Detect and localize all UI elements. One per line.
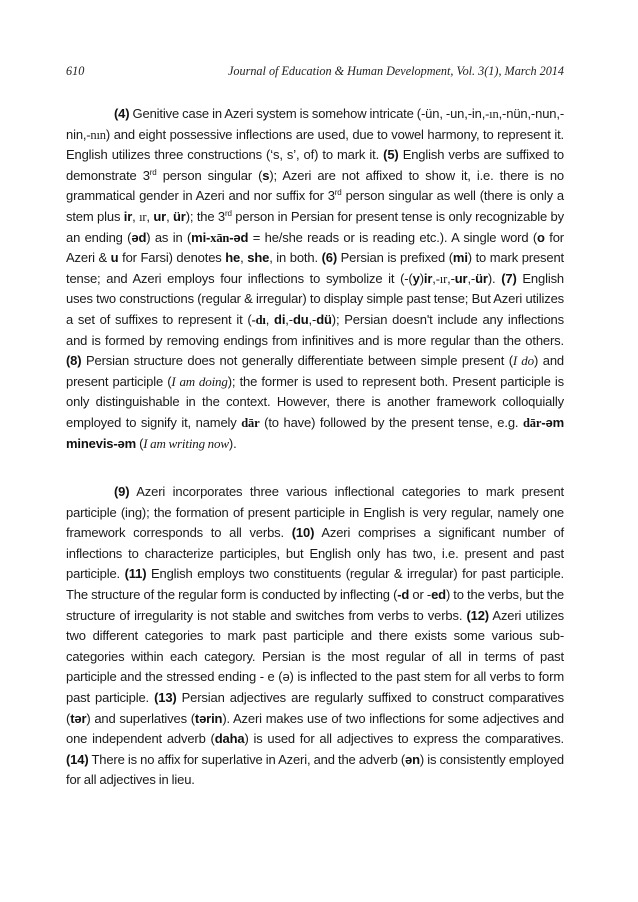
text-segment: ,- [447,270,455,286]
text-segment: ır [139,209,147,224]
text-segment: There is no affix for superlative in Azeri, and the adverb ( [88,751,406,767]
text-segment: o [537,229,545,245]
text-segment: (13) [154,689,177,705]
body-paragraph-1 [66,104,564,454]
text-segment: ur [454,270,468,286]
text-segment: Azeri utilizes two different categories to mark past participle and there exists some various sub-categories within each category. Persian is the most regular of all in terms of past participle and the stressed ending - e (ə) is inflected to the past stem for all verbs to form past participle. [66,607,564,705]
text-segment: Azeri incorporates three various inflectional categories to mark present participle (ing); the formation of present participle in English is very regular, namely one framework corresponds to all verbs. [66,484,564,541]
text-segment: ,- [285,311,293,327]
text-segment: Persian adjectives are regularly suffixed to construct comparatives ( [66,689,564,726]
text-segment: ur [153,208,167,224]
text-segment: ed [431,586,446,602]
text-segment: rd [149,167,157,177]
text-segment: (12) [466,607,489,623]
text-segment: (10) [291,525,315,541]
text-segment: English uses two constructions (regular & irregular) to display simple past tense; But Azeri utilizes a set of suffixes to represent it ( [66,270,564,327]
text-segment: , in both. [269,250,322,266]
text-segment: , [432,270,436,286]
text-segment: or - [409,586,432,602]
text-segment: ür [475,270,488,286]
text-segment: (4) [114,106,130,121]
text-segment: mi [452,250,468,266]
text-segment: tər [70,710,87,726]
text-segment: , [146,208,154,224]
text-segment: -nın [86,127,106,142]
text-segment: ); the 3 [185,208,225,224]
text-segment: she [247,250,270,266]
text-segment: for Azeri & [66,229,564,266]
text-segment: ) to mark present tense; and Azeri employs four inflections to symbolize it (-( [66,250,565,286]
text-segment: Persian structure does not generally differentiate between simple present ( [81,353,513,369]
text-segment: rd [334,188,342,198]
text-segment: (7) [501,270,517,286]
text-segment: -ır [435,271,448,286]
text-segment: ). [228,435,237,451]
text-segment: Persian is prefixed ( [337,250,453,266]
text-segment: for Farsi) denotes [118,250,226,266]
text-segment: (8) [66,353,82,369]
text-segment: daha [214,731,245,747]
journal-citation: Journal of Education & Human Development, Vol. 3(1), March 2014 [228,64,564,78]
text-segment: Genitive case in Azeri system is somehow intricate (-ün, -un,-in, [129,106,486,121]
text-segment: English employs two constituents (regular & irregular) for past participle. The structure of the regular form is conducted by inflecting ( [66,566,564,602]
text-segment: tərin [194,710,223,726]
text-segment: ) and present participle ( [66,353,564,389]
text-segment: y [412,270,420,286]
text-segment: ) and superlatives ( [86,710,195,726]
text-segment: (14) [66,751,89,767]
text-segment: ir [423,270,433,286]
text-segment: ,-nün,-nun,-nin, [66,106,564,142]
text-segment: person singular ( [156,167,263,183]
text-segment: ). [487,270,502,286]
text-segment: (5) [383,147,399,163]
text-segment: , [132,208,140,224]
running-header [66,64,564,80]
text-segment: , [240,250,248,266]
text-segment: (6) [321,250,338,266]
text-segment: ür [173,208,186,224]
text-segment: (to have) followed by the present tense, e.g. [259,414,523,430]
paragraph-2-text [66,482,564,791]
text-segment: mi- [191,229,211,245]
text-segment: ) is used for all adjectives to express the comparatives. [244,731,565,747]
text-segment: ); Azeri are not affixed to show it, i.e. there is no grammatical gender in Azeri and nor suffix for 3 [66,167,564,204]
text-segment: xān [210,230,230,245]
text-segment: ). Azeri makes use of two inflections for some adjectives and one independent adverb ( [66,710,564,747]
text-segment: person in Persian for present tense is only recognizable by an ending ( [66,208,564,245]
text-segment: -əd [229,229,249,245]
text-segment: ) [419,270,424,286]
text-segment: -əm minevis-əm [66,414,564,451]
text-segment: ) and eight possessive inflections are used, due to vowel harmony, to represent it. English utilizes three constructions (‘s, s’, of) to mark it. [66,126,564,163]
text-segment: ) to the verbs, but the structure of irregularity is not stable and switches from verbs to verbs. [66,586,564,623]
text-segment: ); Persian doesn't include any inflections and is formed by removing endings from infinitives and is more regular than the others. [66,311,564,348]
text-segment: ,- [467,270,476,286]
text-segment: I do [512,353,534,369]
text-segment: I am writing now [143,435,229,451]
text-segment: (9) [114,484,130,499]
text-segment: əd [131,229,147,245]
text-segment: -ın [485,107,499,121]
text-segment: = he/she reads or is reading etc.). A single word ( [248,229,538,245]
text-segment: ir [123,208,133,224]
text-segment: , [265,311,275,327]
text-segment: -dı [251,312,266,327]
text-segment: ) as in ( [146,229,192,245]
text-segment: Azeri comprises a significant number of inflections to characterize participles, but English only has two, i.e. present and past participle. [66,525,564,582]
body-paragraph-2 [66,482,564,791]
text-segment: dār [241,415,260,430]
text-segment: du [292,311,309,327]
text-segment: di [274,311,286,327]
text-segment: person singular as well (there is only a stem plus [66,188,565,224]
text-segment: ən [405,751,420,767]
page-number: 610 [66,64,85,78]
text-segment: rd [225,208,232,218]
text-segment: , [166,208,173,224]
text-segment: u [110,250,119,266]
text-segment: ) is consistently employed for all adjectives in lieu. [66,751,564,788]
text-segment: ,- [308,311,317,327]
text-segment: -d [397,586,410,602]
text-segment: s [262,167,270,183]
text-segment: dü [316,311,332,327]
text-segment: dār [523,415,542,430]
text-segment: I am doing [171,373,228,389]
text-segment: ( [136,435,144,451]
paragraph-1-text [66,104,564,454]
text-segment: ); the former is used to represent both. Present participle is only distinguishable in the context. However, there is another framework colloquially employed to signify it, namely [66,373,564,430]
text-segment: (11) [124,566,147,582]
text-segment: he [225,250,241,266]
text-segment: English verbs are suffixed to demonstrate 3 [66,147,564,183]
